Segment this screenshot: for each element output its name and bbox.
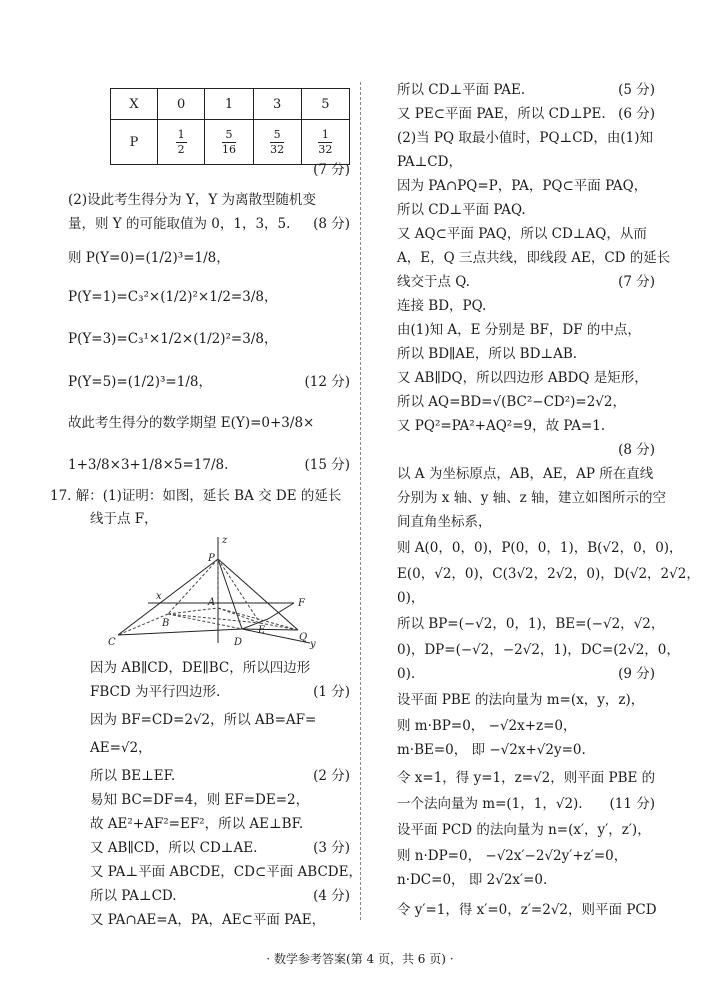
label-C: C bbox=[108, 637, 116, 648]
text-line: 所以 BD∥AE，所以 BD⊥AB. bbox=[397, 346, 578, 362]
table-prob-row bbox=[111, 120, 350, 165]
fraction: $\frac{1}{2}$ bbox=[177, 127, 185, 156]
text-line: 所以 CD⊥平面 PAE. (5 分) bbox=[397, 82, 655, 98]
table-cell bbox=[301, 120, 349, 165]
column-divider bbox=[360, 82, 361, 920]
text-line: (2)设此考生得分为 Y，Y 为离散型随机变 bbox=[68, 192, 317, 208]
fraction: $\frac{5}{32}$ bbox=[270, 127, 285, 156]
text-line: P(Y=3)=C₃¹×1/2×(1/2)²=3/8， bbox=[68, 331, 278, 347]
table-cell bbox=[157, 120, 204, 165]
text-line: 设平面 PBE 的法向量为 m=(x，y，z)， bbox=[397, 692, 645, 708]
text-line: 间直角坐标系， bbox=[397, 514, 492, 530]
text-line: 0)，DP=(−√2，−2√2，1)，DC=(2√2，0， bbox=[397, 642, 680, 658]
text-line: 又 PA∩AE=A，PA，AE⊂平面 PAE， bbox=[90, 912, 326, 928]
text-line: 以 A 为坐标原点，AB，AE，AP 所在直线 bbox=[397, 466, 654, 482]
text-line: 又 PQ²=PA²+AQ²=9，故 PA=1. bbox=[397, 418, 606, 434]
text-line: 则 A(0，0，0)，P(0，0，1)，B(√2，0，0)， bbox=[397, 540, 683, 556]
text-line: 由(1)知 A，E 分别是 BF，DF 的中点， bbox=[397, 322, 641, 338]
distribution-table bbox=[110, 88, 350, 165]
text-line: 设平面 PCD 的法向量为 n=(x′，y′，z′)， bbox=[397, 822, 651, 838]
text-line: E(0，√2，0)，C(3√2，2√2，0)，D(√2，2√2， bbox=[397, 566, 700, 582]
text-line: (2)当 PQ 取最小值时，PQ⊥CD，由(1)知 bbox=[397, 130, 653, 146]
text-line: 分别为 x 轴、y 轴、z 轴，建立如图所示的空 bbox=[397, 490, 667, 506]
text-line: 线于点 F， bbox=[90, 511, 158, 527]
label-y: y bbox=[310, 639, 316, 650]
fraction: $\frac{1}{32}$ bbox=[318, 127, 333, 156]
fraction: $\frac{5}{16}$ bbox=[221, 127, 236, 156]
pyramid-figure bbox=[108, 533, 328, 651]
text-line: PA⊥CD， bbox=[397, 154, 462, 170]
table-cell: 3 bbox=[253, 89, 301, 120]
label-B: B bbox=[162, 618, 170, 629]
text-line: 则 m·BP=0， −√2x+z=0， bbox=[397, 718, 577, 734]
text-line: FBCD 为平行四边形. (1 分) bbox=[90, 684, 350, 700]
text-line: 则 n·DP=0， −√2x′−2√2y′+z′=0， bbox=[397, 848, 628, 864]
page-footer: · 数学参考答案(第 4 页，共 6 页) · bbox=[266, 952, 454, 966]
text-line: 所以 BP=(−√2，0，1)，BE=(−√2，√2， bbox=[397, 616, 665, 632]
label-P: P bbox=[208, 553, 215, 564]
text-line: 故此考生得分的数学期望 E(Y)=0+3/8× bbox=[68, 415, 315, 431]
label-F: F bbox=[298, 598, 305, 609]
text-line: 一个法向量为 m=(1，1，√2). (11 分) bbox=[397, 796, 655, 812]
text-line: 17. 解：(1)证明：如图，延长 BA 交 DE 的延长 bbox=[50, 488, 342, 504]
text-line: 线交于点 Q. (7 分) bbox=[397, 274, 655, 290]
text-line: P(Y=1)=C₃²×(1/2)²×1/2=3/8， bbox=[68, 289, 278, 305]
text-line: 又 AB∥CD，所以 CD⊥AE. (3 分) bbox=[90, 840, 350, 856]
text-line: 易知 BC=DF=4，则 EF=DE=2， bbox=[90, 792, 310, 808]
label-D: D bbox=[234, 637, 243, 648]
label-Q: Q bbox=[299, 632, 308, 643]
text-line: 则 P(Y=0)=(1/2)³=1/8， bbox=[68, 250, 230, 266]
text-line: 又 PE⊂平面 PAE，所以 CD⊥PE. (6 分) bbox=[397, 106, 655, 122]
text-line: 因为 BF=CD=2√2，所以 AB=AF= bbox=[90, 712, 317, 728]
text-line: 因为 PA∩PQ=P，PA，PQ⊂平面 PAQ， bbox=[397, 178, 648, 194]
table-cell bbox=[205, 120, 253, 165]
text-line: 量，则 Y 的可能取值为 0，1，3，5. (8 分) bbox=[68, 216, 350, 232]
table-cell bbox=[253, 120, 301, 165]
text-line: 连接 BD，PQ. bbox=[397, 298, 487, 314]
text-line: 0). (9 分) bbox=[397, 666, 655, 682]
table-cell: 0 bbox=[157, 89, 204, 120]
text-line: 令 x=1，得 y=1，z=√2，则平面 PBE 的 bbox=[397, 770, 656, 786]
table-header-row bbox=[111, 89, 350, 120]
text-line: 又 AQ⊂平面 PAQ，所以 CD⊥AQ，从而 bbox=[397, 226, 647, 242]
label-x: x bbox=[156, 591, 162, 602]
text-line: A，E，Q 三点共线，即线段 AE，CD 的延长 bbox=[397, 250, 671, 266]
table-cell: 5 bbox=[301, 89, 349, 120]
text-line: m·BE=0， 即 −√2x+√2y=0. bbox=[397, 742, 586, 758]
text-line: 因为 AB∥CD，DE∥BC，所以四边形 bbox=[90, 660, 311, 676]
label-z: z bbox=[222, 535, 228, 546]
text-line: 所以 AQ=BD=√(BC²−CD²)=2√2， bbox=[397, 394, 626, 410]
text-line: 所以 CD⊥平面 PAQ. bbox=[397, 202, 526, 218]
table-cell: 1 bbox=[205, 89, 253, 120]
table-cell: X bbox=[111, 89, 158, 120]
text-line: P(Y=5)=(1/2)³=1/8， (12 分) bbox=[68, 374, 350, 390]
label-A: A bbox=[208, 597, 216, 608]
text-line: AE=√2， bbox=[90, 740, 152, 756]
text-line: 1+3/8×3+1/8×5=17/8. (15 分) bbox=[68, 457, 350, 473]
text-line: 故 AE²+AF²=EF²，所以 AE⊥BF. bbox=[90, 816, 304, 832]
text-line: 所以 PA⊥CD. (4 分) bbox=[90, 888, 350, 904]
text-line: 又 AB∥DQ，所以四边形 ABDQ 是矩形， bbox=[397, 370, 648, 386]
text-line: n·DC=0， 即 2√2x′=0. bbox=[397, 872, 548, 888]
text-line: 所以 BE⊥EF. (2 分) bbox=[90, 768, 350, 784]
label-E: E bbox=[258, 625, 266, 636]
text-line: 又 PA⊥平面 ABCDE，CD⊂平面 ABCDE， bbox=[90, 864, 362, 880]
text-line: 令 y′=1，得 x′=0，z′=2√2，则平面 PCD bbox=[397, 902, 657, 918]
table-cell: P bbox=[111, 120, 158, 165]
text-line: 0)， bbox=[397, 590, 425, 606]
